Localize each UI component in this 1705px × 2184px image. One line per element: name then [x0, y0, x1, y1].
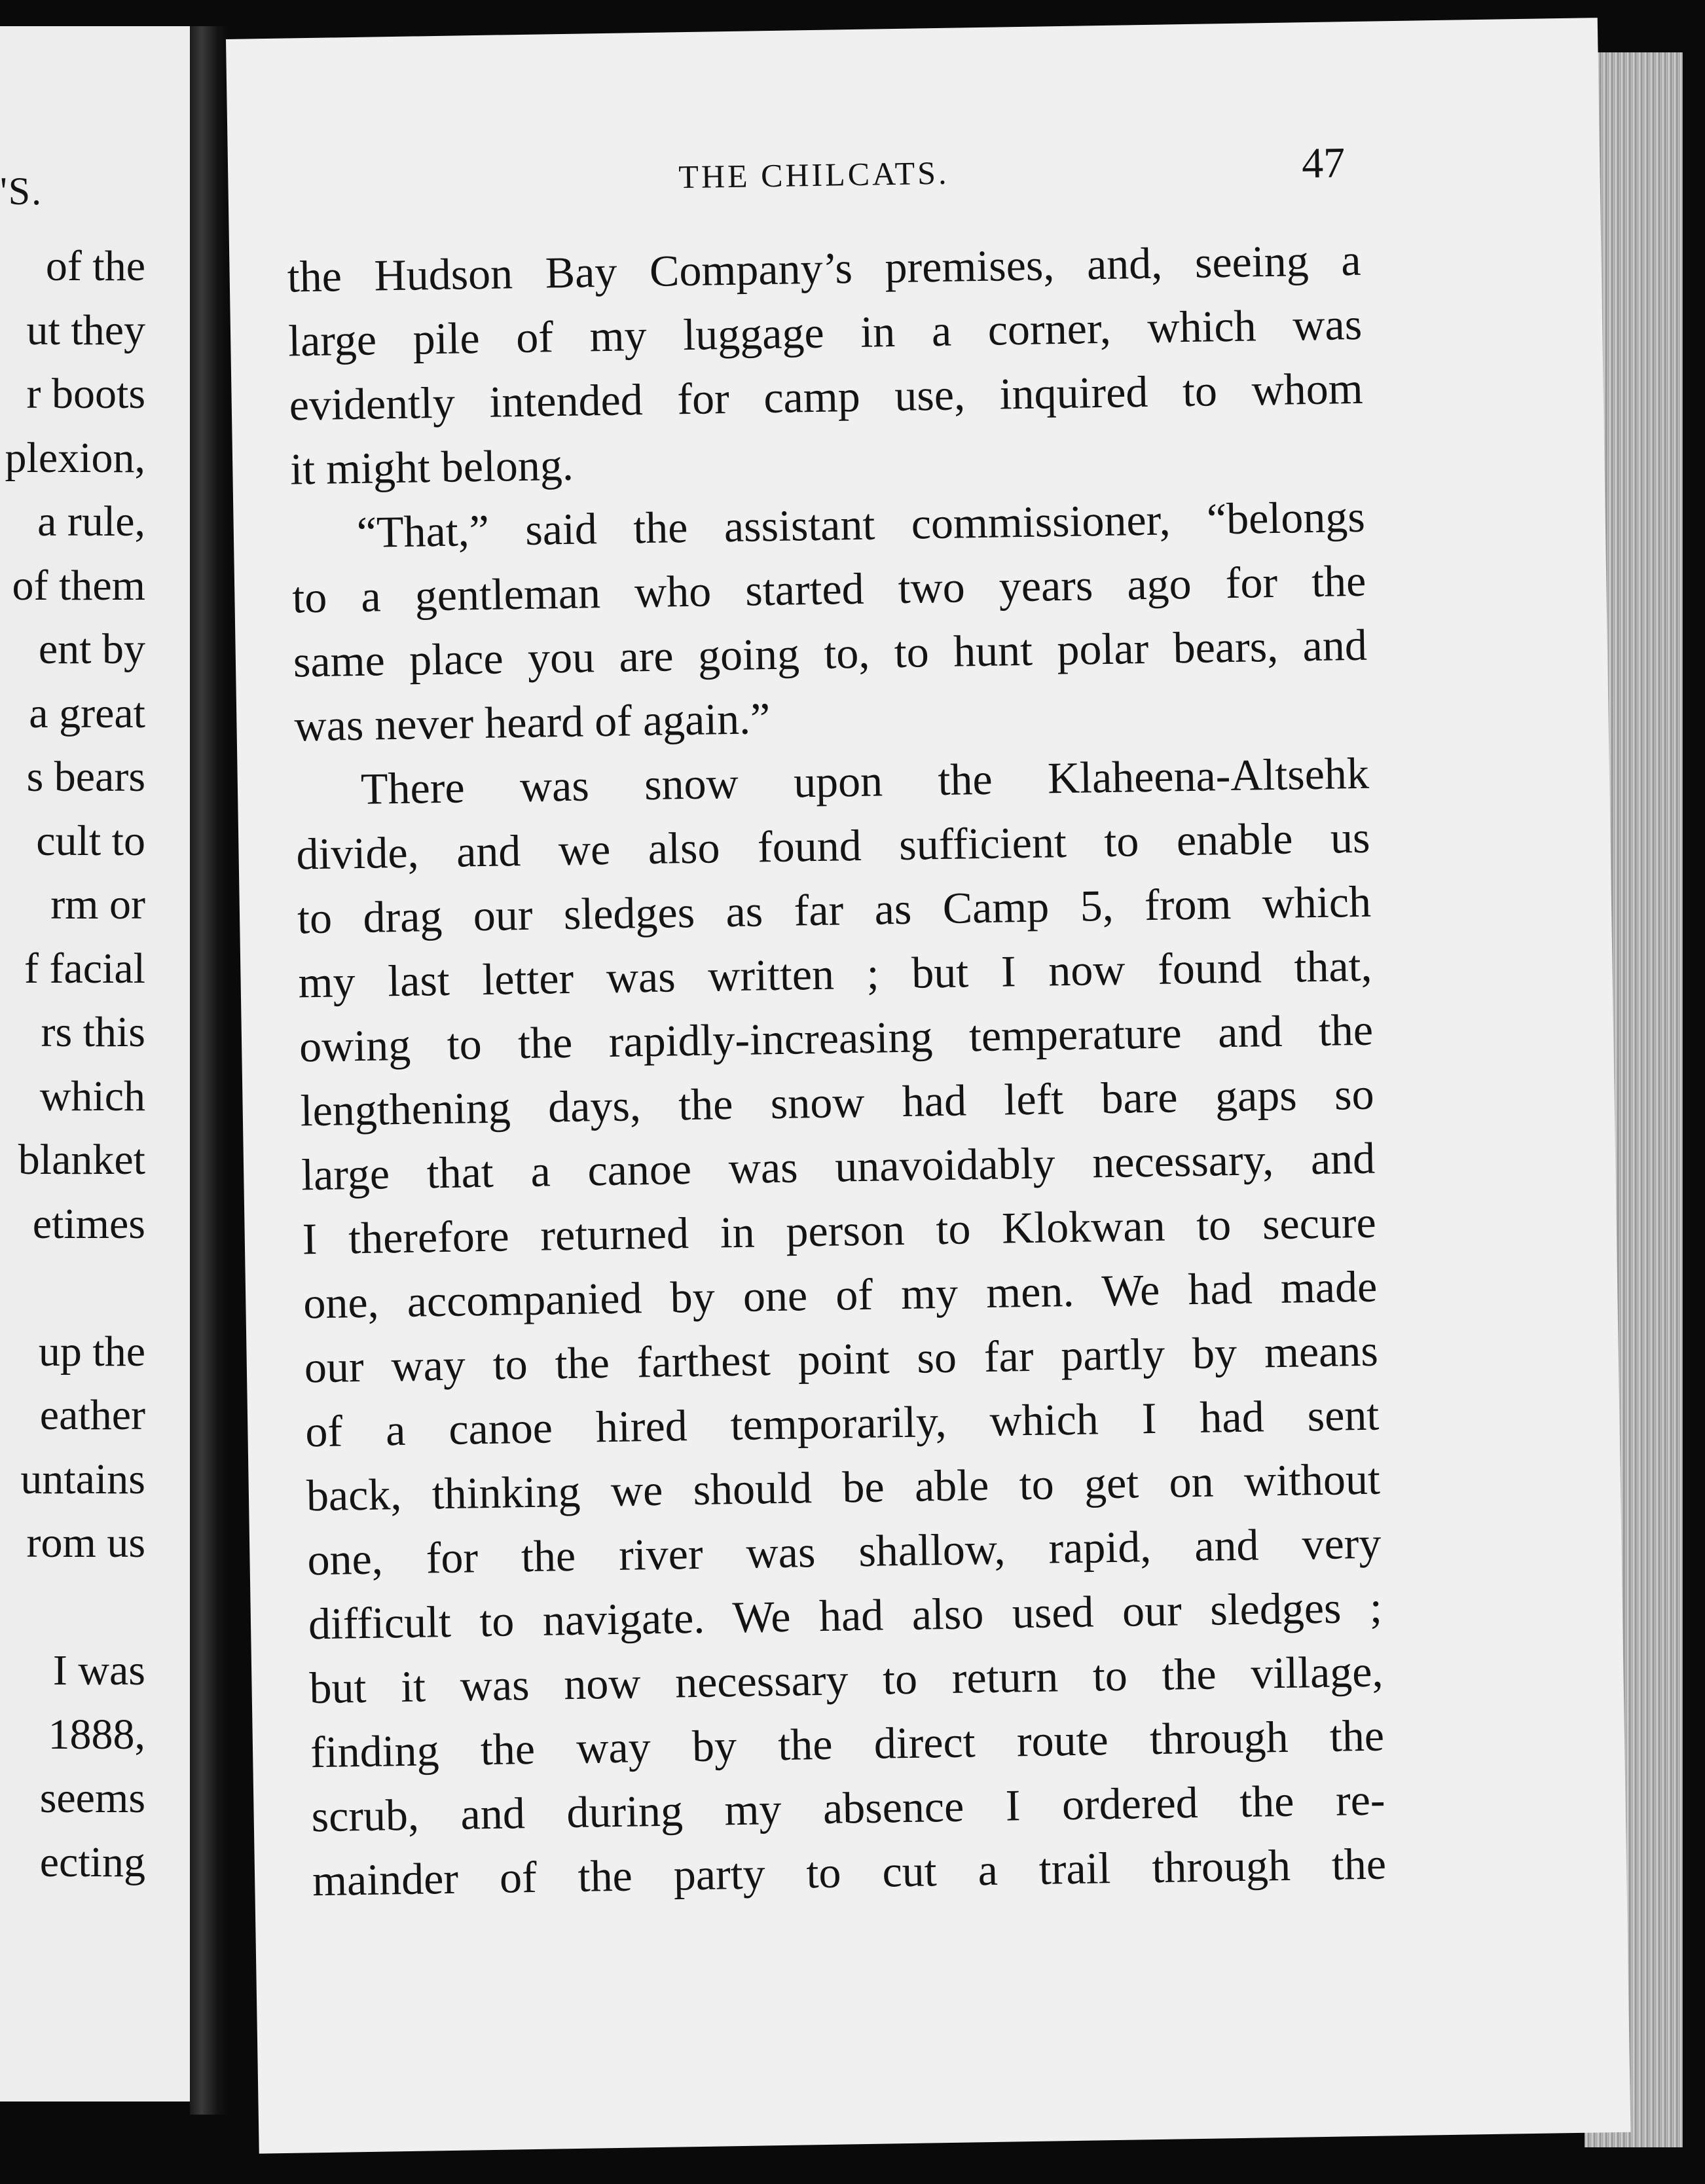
left-line: 1888,	[48, 1710, 145, 1758]
left-line: plexion,	[5, 433, 145, 482]
text-line: of a canoe hired temporarily, which I had sent	[304, 1389, 1380, 1457]
left-line	[5, 1256, 145, 1320]
left-line: of them	[12, 561, 145, 610]
left-line: which	[39, 1072, 145, 1120]
text-line: one, accompanied by one of my men. We had made	[302, 1261, 1378, 1328]
text-line: lengthening days, the snow had left bare gaps so	[300, 1068, 1375, 1136]
left-line: up the	[38, 1327, 145, 1375]
text-line: my last letter was written ; but I now found that,	[298, 940, 1373, 1008]
text-line: large that a canoe was unavoidably necessary, and	[301, 1133, 1376, 1200]
left-line: rm or	[50, 881, 145, 928]
body-text	[287, 228, 1387, 1912]
page-right	[226, 18, 1630, 2154]
left-line: rs this	[41, 1008, 145, 1056]
left-line: a rule,	[37, 498, 145, 545]
left-line: ent by	[38, 625, 145, 673]
left-page-text	[5, 234, 145, 1894]
text-line: scrub, and during my absence I ordered the re-	[311, 1774, 1386, 1842]
left-line: I was	[52, 1647, 145, 1694]
left-line: ecting	[39, 1838, 145, 1886]
text-line: There was snow upon the Klaheena-Altsehk	[360, 748, 1370, 814]
left-line: rom us	[26, 1519, 145, 1567]
text-line: same place you are going to, to hunt polar bears, and	[293, 619, 1368, 687]
left-line: a great	[29, 689, 145, 737]
left-line: of the	[45, 242, 145, 290]
running-head: THE CHILCATS.	[678, 154, 949, 196]
text-line: our way to the farthest point so far partly by means	[304, 1325, 1379, 1392]
text-line: divide, and we also found sufficient to enable us	[295, 812, 1370, 879]
text-line: owing to the rapidly-increasing temperature and the	[299, 1004, 1374, 1072]
book-gutter-shadow	[190, 26, 229, 2115]
text-line: the Hudson Bay Company’s premises, and, seeing a	[287, 234, 1362, 302]
left-line: r boots	[26, 370, 145, 418]
left-line	[5, 1575, 145, 1639]
text-line: mainder of the party to cut a trail through the	[312, 1838, 1387, 1906]
text-line: “That,” said the assistant commissioner, “belongs	[356, 491, 1366, 557]
text-line: to a gentleman who started two years ago for the	[291, 555, 1366, 623]
text-line: finding the way by the direct route through the	[310, 1710, 1385, 1777]
left-line: eather	[39, 1391, 145, 1439]
text-line: it might belong.	[289, 439, 574, 494]
left-line: ut they	[26, 306, 145, 354]
page-number: 47	[1301, 139, 1346, 188]
text-line: one, for the river was shallow, rapid, and very	[306, 1518, 1382, 1585]
left-line: blanket	[18, 1136, 145, 1184]
text-line: large pile of my luggage in a corner, which was	[287, 299, 1363, 366]
left-line: untains	[20, 1455, 145, 1503]
text-line: difficult to navigate. We had also used our sledges ;	[308, 1582, 1383, 1649]
facing-page-left	[0, 26, 196, 2102]
left-line: etimes	[32, 1199, 145, 1248]
left-line: f facial	[24, 944, 145, 992]
text-line: evidently intended for camp use, inquired to whom	[289, 363, 1364, 430]
text-line: back, thinking we should be able to get on without	[306, 1453, 1381, 1521]
text-line: was never heard of again.”	[293, 693, 771, 751]
left-line: cult to	[36, 816, 145, 865]
left-line: s bears	[26, 753, 145, 801]
left-running-head-fragment: 'S.	[0, 170, 43, 213]
text-line: but it was now necessary to return to the village,	[308, 1646, 1384, 1713]
text-line: to drag our sledges as far as Camp 5, from which	[297, 876, 1372, 943]
left-line: seems	[39, 1774, 145, 1822]
text-line: I therefore returned in person to Klokwan to secure	[302, 1197, 1377, 1264]
